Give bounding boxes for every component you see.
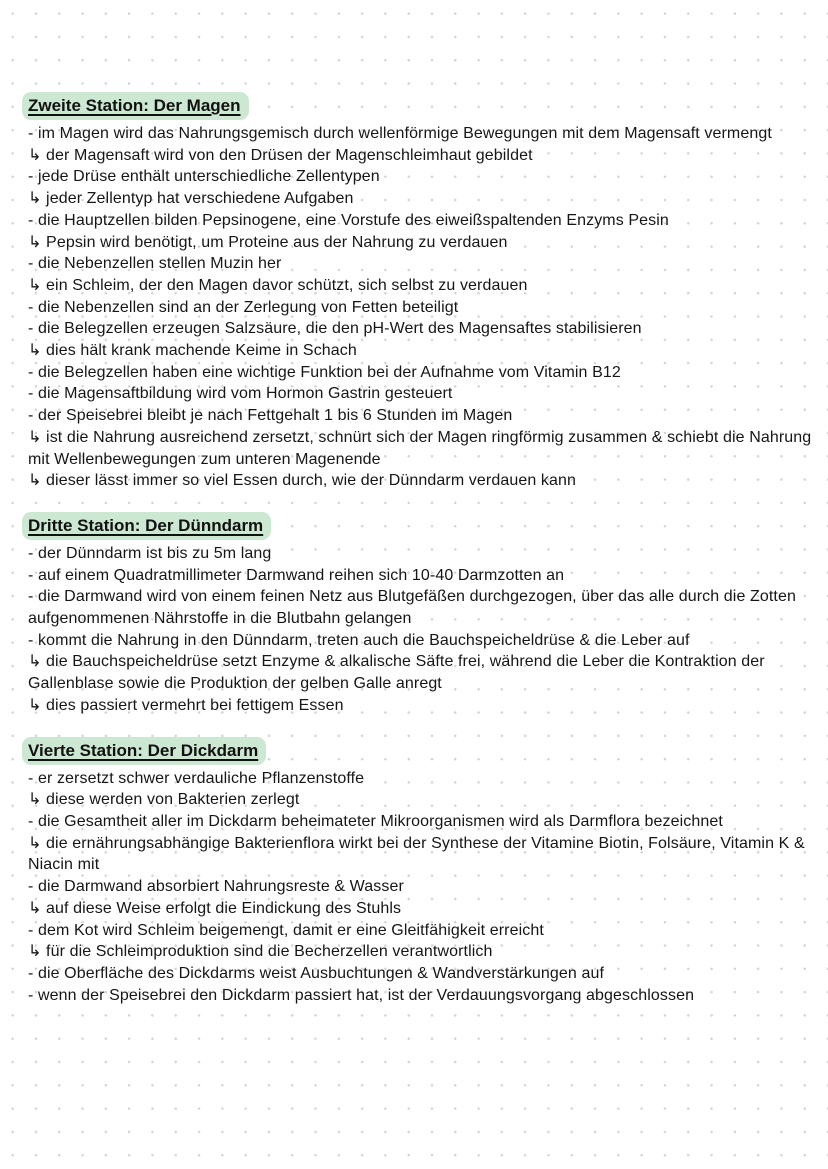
note-line: - der Speisebrei bleibt je nach Fettgehalt 1 bis 6 Stunden im Magen: [28, 407, 513, 425]
note-line: ↳ die ernährungsabhängige Bakterienflora wirkt bei der Synthese der Vitamine Biotin, Folsäure, Vitamin K & Niacin mit: [28, 834, 805, 874]
note-line: - die Belegzellen erzeugen Salzsäure, die den pH-Wert des Magensaftes stabilisieren: [28, 320, 642, 338]
note-line: ↳ ein Schleim, der den Magen davor schützt, sich selbst zu verdauen: [28, 276, 528, 294]
note-line: - die Hauptzellen bilden Pepsinogene, eine Vorstufe des eiweißspaltenden Enzyms Pesin: [28, 211, 669, 229]
note-line: - im Magen wird das Nahrungsgemisch durch wellenförmige Bewegungen mit dem Magensaft vermengt: [28, 125, 772, 142]
section-heading-row: [28, 512, 814, 540]
note-line: ↳ Pepsin wird benötigt, um Proteine aus der Nahrung zu verdauen: [28, 233, 508, 251]
note-line: ↳ der Magensaft wird von den Drüsen der Magenschleimhaut gebildet: [28, 146, 533, 164]
note-line: ↳ dies hält krank machende Keime in Schach: [28, 342, 357, 360]
note-section: [28, 92, 814, 492]
note-line: - die Oberfläche des Dickdarms weist Ausbuchtungen & Wandverstärkungen auf: [28, 964, 604, 982]
notes-content: [28, 92, 814, 1026]
note-line: ↳ ist die Nahrung ausreichend zersetzt, schnürt sich der Magen ringförmig zusammen & schiebt die Nahrung mit Wellenbewegungen zum unteren Magenende: [28, 428, 812, 468]
note-line: ↳ jeder Zellentyp hat verschiedene Aufgaben: [28, 190, 354, 208]
note-line: - auf einem Quadratmillimeter Darmwand reihen sich 10-40 Darmzotten an: [28, 566, 565, 584]
section-heading: Zweite Station: Der Magen: [22, 92, 249, 120]
note-section: [28, 737, 814, 1007]
note-line: - die Gesamtheit aller im Dickdarm beheimateter Mikroorganismen wird als Darmflora bezeichnet: [28, 812, 723, 830]
note-line: - jede Drüse enthält unterschiedliche Zellentypen: [28, 168, 380, 186]
note-line: - die Darmwand absorbiert Nahrungsreste & Wasser: [28, 878, 404, 896]
section-heading-row: [28, 92, 814, 120]
section-heading: Vierte Station: Der Dickdarm: [22, 737, 266, 765]
note-line: - die Belegzellen haben eine wichtige Funktion bei der Aufnahme vom Vitamin B12: [28, 363, 621, 381]
section-heading: Dritte Station: Der Dünndarm: [22, 512, 271, 540]
note-line: ↳ für die Schleimproduktion sind die Becherzellen verantwortlich: [28, 943, 493, 961]
note-line: ↳ diese werden von Bakterien zerlegt: [28, 791, 300, 809]
note-line: - die Magensaftbildung wird vom Hormon Gastrin gesteuert: [28, 385, 453, 403]
section-heading-row: [28, 737, 814, 765]
note-line: - die Darmwand wird von einem feinen Netz aus Blutgefäßen durchgezogen, über das alle durch die Zotten aufgenommenen Nährstoffe in die Blutbahn gelangen: [28, 588, 796, 628]
note-line: - kommt die Nahrung in den Dünndarm, treten auch die Bauchspeicheldrüse & die Leber auf: [28, 631, 690, 649]
note-line: - wenn der Speisebrei den Dickdarm passiert hat, ist der Verdauungsvorgang abgeschlossen: [28, 986, 695, 1004]
note-section: [28, 512, 814, 717]
note-line: ↳ dieser lässt immer so viel Essen durch, wie der Dünndarm verdauen kann: [28, 472, 576, 490]
note-line: - der Dünndarm ist bis zu 5m lang: [28, 544, 272, 562]
note-line: - dem Kot wird Schleim beigemengt, damit er eine Gleitfähigkeit erreicht: [28, 921, 544, 939]
note-line: - er zersetzt schwer verdauliche Pflanzenstoffe: [28, 769, 365, 787]
note-line: ↳ die Bauchspeicheldrüse setzt Enzyme & alkalische Säfte frei, während die Leber die Kontraktion der Gallenblase sowie die Produktion der gelben Galle anregt: [28, 653, 765, 693]
note-line: ↳ auf diese Weise erfolgt die Eindickung des Stuhls: [28, 899, 402, 917]
note-line: ↳ dies passiert vermehrt bei fettigem Essen: [28, 696, 344, 714]
note-line: - die Nebenzellen sind an der Zerlegung von Fetten beteiligt: [28, 298, 459, 316]
note-line: - die Nebenzellen stellen Muzin her: [28, 255, 282, 273]
